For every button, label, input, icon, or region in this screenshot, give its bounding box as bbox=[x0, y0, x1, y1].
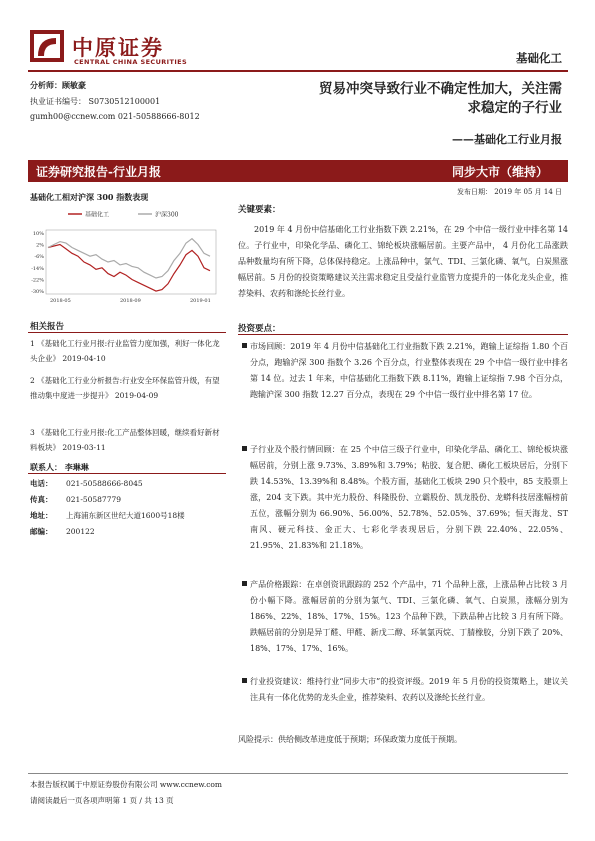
report-type-banner bbox=[28, 160, 568, 182]
relative-performance-chart bbox=[28, 204, 224, 310]
invest-title: 投资要点： bbox=[238, 324, 281, 334]
legend-label: 沪深300 bbox=[155, 211, 179, 219]
sector-tag: 基础化工 bbox=[516, 51, 562, 65]
report-title-line2: 求稳定的子行业 bbox=[467, 100, 562, 116]
y-tick-label: -14% bbox=[31, 265, 44, 272]
related-title: 相关报告 bbox=[30, 322, 65, 332]
analyst-name: 分析师：顾敏豪 bbox=[30, 80, 86, 90]
bullet-icon bbox=[242, 343, 247, 348]
report-title-line1: 贸易冲突导致行业不确定性加大，关注需 bbox=[319, 81, 562, 97]
legend-label: 基础化工 bbox=[85, 211, 110, 219]
y-tick-label: -22% bbox=[31, 277, 44, 284]
key-points-title: 关键要素： bbox=[238, 205, 281, 215]
invest-bullet-market: 市场回顾：2019 年 4 月份中信基础化工行业指数下跌 2.21%，跑输上证综指 1.80 个百分点，跑输沪深 300 指数个 3.26 个百分点，行业整体表现在 29 个中信一级行业中排名第 14 位。过去 1 年来，中信基础化工指数下跌 8.11%，跑输上证综指 7.98 个百分点，跑输沪深 300 指数 12.27 百分点，表现在 29 个中信一级行业中排名第 17 位。 bbox=[250, 339, 568, 403]
y-tick-label: 10% bbox=[32, 230, 44, 237]
contact-zip: 邮编： 200122 bbox=[30, 527, 95, 536]
contact-divider bbox=[28, 473, 226, 474]
contact-phone: 电话： 021-50588666-8045 bbox=[30, 479, 143, 488]
bullet-icon bbox=[242, 678, 247, 683]
y-tick-label: 2% bbox=[36, 242, 44, 249]
invest-bullet-price: 产品价格跟踪：在卓创资讯跟踪的 252 个产品中，71 个品种上涨，上涨品种占比较 3 月份小幅下降。涨幅居前的分别为氯气、TDI、三氯化磷、氧气、白炭黑，涨幅分别为 186%、22%、18%、17%、15%。123 个品种下跌，下跌品种占比较 3 月有所下降。跌幅居前的分别是异丁醛、甲醛、新戊二醇、环氧氯丙烷、丁腈橡胶，分别下跌了 20%、18%、17%、17%、16%。 bbox=[250, 577, 568, 657]
contact-fax: 传真： 021-50587779 bbox=[30, 495, 122, 504]
report-subtitle: ——基础化工行业月报 bbox=[452, 133, 562, 146]
series-line bbox=[48, 239, 210, 278]
bullet-icon bbox=[242, 446, 247, 451]
logo-icon bbox=[30, 30, 64, 62]
invest-bullet-subsector: 子行业及个股行情回顾：在 25 个中信三级子行业中，印染化学品、磷化工、锦纶板块涨幅居前，分别上涨 9.73%、3.89%和 3.79%；粘胶、复合肥、磷化工板块居后，分别下跌 14.53%、13.39%和 8.48%。个股方面，基础化工板块 290 只个股中，85 支股票上涨，204 支下跌。其中光力股份、科隆股份、立霸股份、凯龙股份、龙蟒科技居涨幅榜前五位，涨幅分别为 66.90%、56.00%、52.78%、52.05%、37.69%；恒天海龙、ST 南风、硬元科技、金正大、七彩化学表现居后，分别下跌 22.40%、22.05%、21.95%、21.83%和 21.18%。 bbox=[250, 442, 568, 554]
analyst-contact: gumh00@ccnew.com 021-50588666-8012 bbox=[30, 112, 200, 121]
footer-divider bbox=[28, 773, 568, 774]
footer-copyright: 本报告版权属于中原证券股份有限公司 www.ccnew.com bbox=[30, 780, 223, 789]
series-line bbox=[48, 245, 210, 292]
related-item-3: 3 《基础化工行业月报:化工产品整体回暖，继续看好新材料板块》 2019-03-11 bbox=[30, 428, 220, 452]
contact-address: 地址： 上海浦东新区世纪大道1600号18楼 bbox=[30, 511, 185, 520]
publish-date: 发布日期： 2019 年 05 月 14 日 bbox=[457, 188, 562, 196]
report-type: 证券研究报告-行业月报 bbox=[36, 165, 161, 179]
rating: 同步大市（维持） bbox=[451, 165, 548, 179]
y-tick-label: -30% bbox=[31, 289, 44, 296]
analyst-license: 执业证书编号： S0730512100001 bbox=[30, 97, 161, 106]
footer-page: 请阅读最后一页各项声明第 1 页 / 共 13 页 bbox=[30, 796, 174, 805]
risk-warning: 风险提示：供给侧改革进度低于预期；环保政策力度低于预期。 bbox=[238, 735, 462, 744]
bullet-icon bbox=[242, 581, 247, 586]
x-tick-label: 2019-01 bbox=[190, 298, 211, 304]
invest-bullet-advice: 行业投资建议：维持行业“同步大市”的投资评级。2019 年 5 月份的投资策略上，建议关注具有一体化优势的龙头企业，推荐染料、农药以及涤纶长丝行业。 bbox=[250, 674, 568, 706]
y-tick-label: -6% bbox=[34, 254, 44, 261]
header-divider bbox=[28, 70, 568, 72]
related-item-1: 1 《基础化工行业月报:行业监管力度加强，利好一体化龙头企业》 2019-04-10 bbox=[30, 339, 220, 363]
related-divider bbox=[28, 332, 226, 333]
related-item-2: 2 《基础化工行业分析报告:行业安全环保监管升级，有望推动集中度进一步提升》 2019-04-09 bbox=[30, 376, 220, 400]
contact-person: 联系人： 李琳琳 bbox=[30, 462, 89, 472]
invest-divider bbox=[238, 334, 568, 335]
logo-subtext: CENTRAL CHINA SECURITIES bbox=[74, 58, 188, 66]
x-tick-label: 2018-05 bbox=[50, 298, 71, 304]
x-tick-label: 2018-09 bbox=[120, 298, 141, 304]
logo-text: 中原证券 bbox=[72, 36, 164, 60]
key-points-body: 2019 年 4 月份中信基础化工行业指数下跌 2.21%，在 29 个中信一级行业中排名第 14 位。子行业中，印染化学品、磷化工、锦纶板块涨幅居前。主要产品中， 4 月份化工品涨跌品种数量均有所下降，总体保持稳定。上涨品种中，氯气、TDI、三氯化磷、氧气，白炭黑涨幅居前。5 月份的投资策略建议关注需求稳定且受益行业监管力度提升的一体化龙头企业，推荐染料、农药和涤纶长丝行业。 bbox=[238, 225, 568, 298]
chart-section-title: 基础化工相对沪深 300 指数表现 bbox=[30, 192, 149, 202]
